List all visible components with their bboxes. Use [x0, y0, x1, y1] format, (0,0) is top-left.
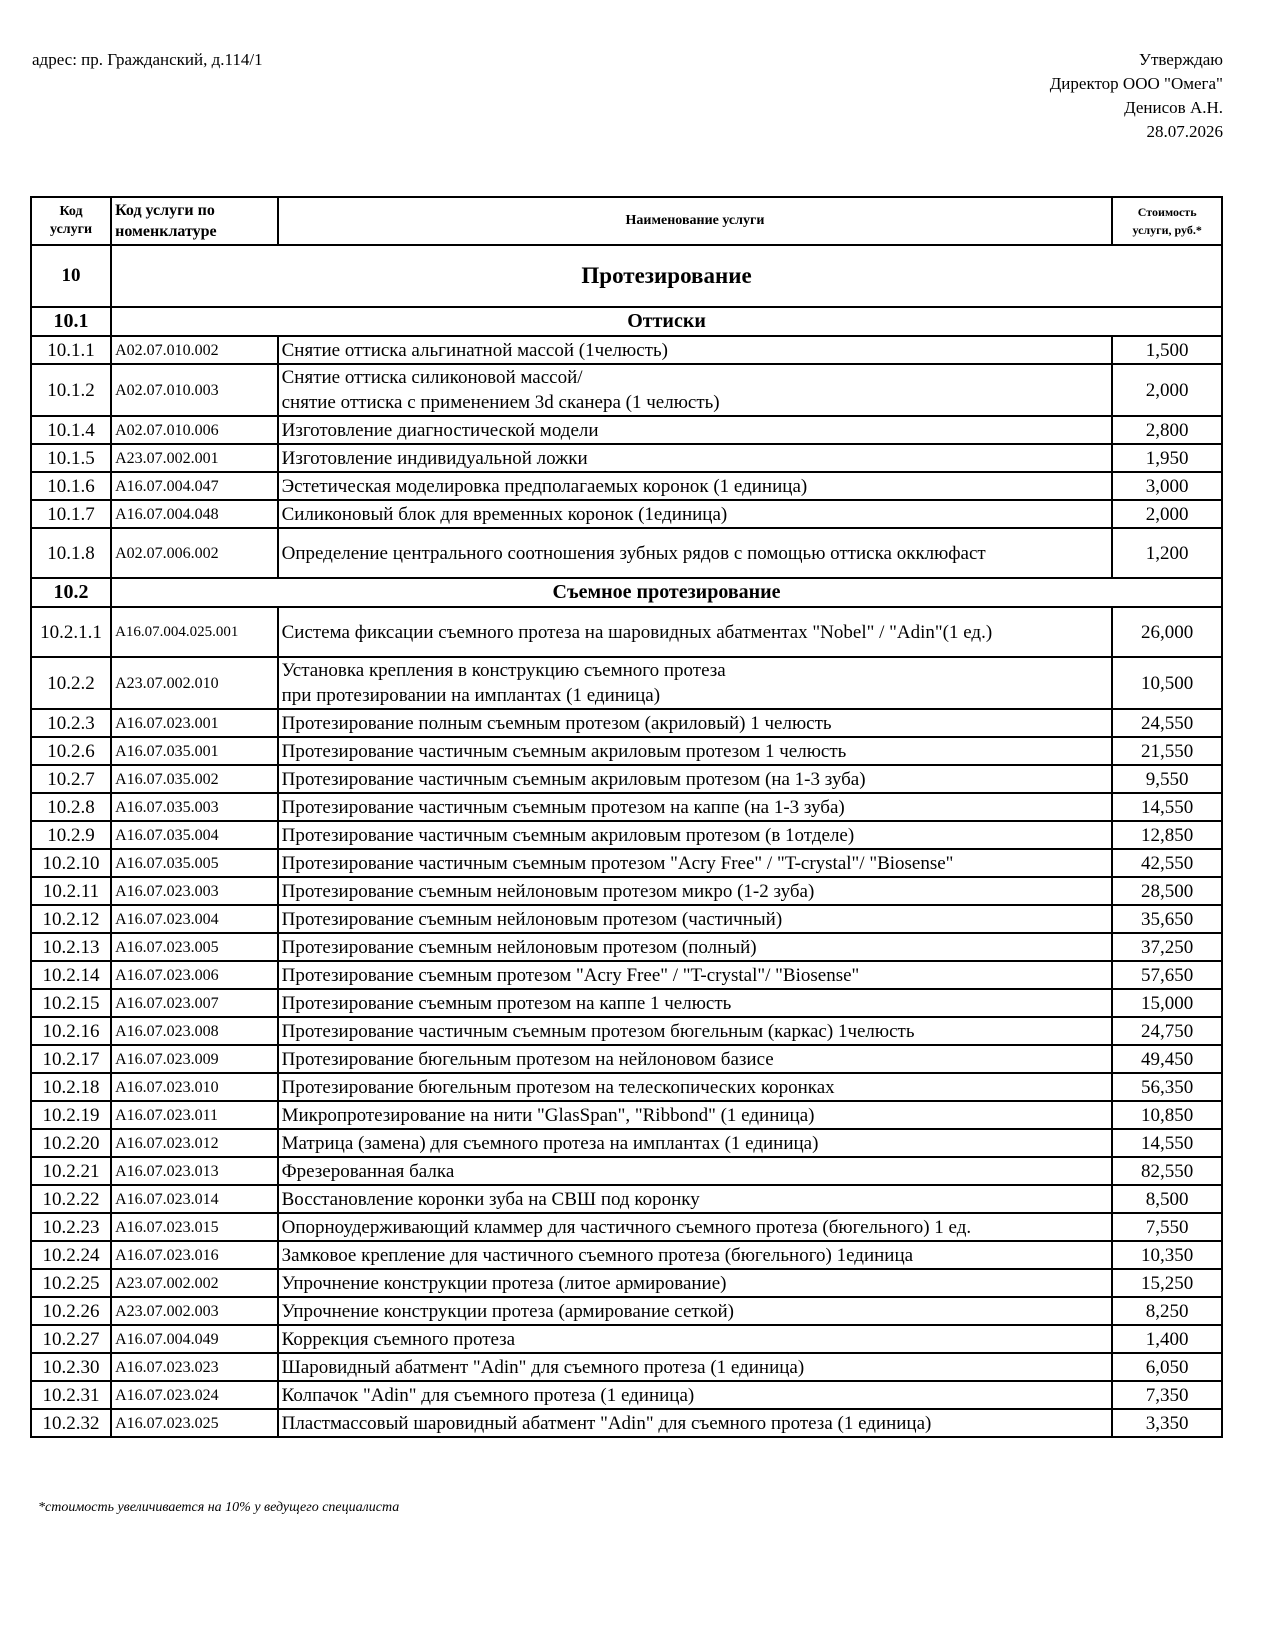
- service-name-cell: Снятие оттиска альгинатной массой (1челюсть): [278, 336, 1113, 364]
- table-row: [31, 1241, 1222, 1269]
- nomenclature-code-cell: A16.07.023.013: [111, 1157, 278, 1185]
- service-name-cell: Протезирование съемным протезом на каппе 1 челюсть: [278, 989, 1113, 1017]
- nomenclature-code-cell: A16.07.023.004: [111, 905, 278, 933]
- nomenclature-code-cell: A16.07.023.008: [111, 1017, 278, 1045]
- table-row: [31, 1157, 1222, 1185]
- table-row: [31, 737, 1222, 765]
- service-price-cell: 1,200: [1112, 528, 1222, 578]
- service-name-cell: Протезирование съемным протезом "Acry Free" / "T-crystal"/ "Biosense": [278, 961, 1113, 989]
- service-name-cell: Изготовление диагностической модели: [278, 416, 1113, 444]
- table-row: [31, 1073, 1222, 1101]
- table-row: [31, 336, 1222, 364]
- service-price-cell: 35,650: [1112, 905, 1222, 933]
- nomenclature-code-cell: A16.07.004.049: [111, 1325, 278, 1353]
- nomenclature-code-cell: A16.07.035.005: [111, 849, 278, 877]
- service-price-cell: 14,550: [1112, 1129, 1222, 1157]
- nomenclature-code-cell: A16.07.004.047: [111, 472, 278, 500]
- service-name-cell: Протезирование съемным нейлоновым протезом (частичный): [278, 905, 1113, 933]
- nomenclature-code-cell: A16.07.023.016: [111, 1241, 278, 1269]
- table-row: [31, 877, 1222, 905]
- service-name-cell: Протезирование частичным съемным акриловым протезом 1 челюсть: [278, 737, 1113, 765]
- service-code-cell: 10.2.3: [31, 709, 111, 737]
- header-nomenclature-code: Код услуги по номенклатуре: [111, 197, 278, 245]
- table-row: [31, 444, 1222, 472]
- service-price-cell: 28,500: [1112, 877, 1222, 905]
- subsection-code: 10.1: [31, 307, 111, 336]
- service-name-cell: Система фиксации съемного протеза на шаровидных абатментах "Nobel" / "Adin"(1 ед.): [278, 607, 1113, 657]
- table-row: [31, 528, 1222, 578]
- nomenclature-code-cell: A16.07.023.001: [111, 709, 278, 737]
- nomenclature-code-cell: A16.07.023.015: [111, 1213, 278, 1241]
- service-code-cell: 10.1.4: [31, 416, 111, 444]
- service-name-cell: Шаровидный абатмент "Adin" для съемного протеза (1 единица): [278, 1353, 1113, 1381]
- footnote: *стоимость увеличивается на 10% у ведущего специалиста: [38, 1500, 400, 1515]
- table-row: [31, 1297, 1222, 1325]
- service-code-cell: 10.2.21: [31, 1157, 111, 1185]
- table-row: [31, 500, 1222, 528]
- service-price-cell: 2,000: [1112, 500, 1222, 528]
- service-code-cell: 10.2.17: [31, 1045, 111, 1073]
- service-price-cell: 10,500: [1112, 657, 1222, 709]
- service-price-cell: 15,000: [1112, 989, 1222, 1017]
- table-row: [31, 1213, 1222, 1241]
- service-price-cell: 56,350: [1112, 1073, 1222, 1101]
- service-name-cell: Опорноудерживающий кламмер для частичного съемного протеза (бюгельного) 1 ед.: [278, 1213, 1113, 1241]
- service-price-cell: 24,550: [1112, 709, 1222, 737]
- service-name-cell: Протезирование частичным съемным протезом на каппе (на 1-3 зуба): [278, 793, 1113, 821]
- service-code-cell: 10.2.25: [31, 1269, 111, 1297]
- service-price-cell: 2,800: [1112, 416, 1222, 444]
- service-code-cell: 10.2.7: [31, 765, 111, 793]
- nomenclature-code-cell: A16.07.023.009: [111, 1045, 278, 1073]
- service-name-cell: Упрочнение конструкции протеза (армирование сеткой): [278, 1297, 1113, 1325]
- service-price-cell: 1,500: [1112, 336, 1222, 364]
- service-code-cell: 10.1.6: [31, 472, 111, 500]
- nomenclature-code-cell: A16.07.023.005: [111, 933, 278, 961]
- service-name-cell: Коррекция съемного протеза: [278, 1325, 1113, 1353]
- service-code-cell: 10.1.5: [31, 444, 111, 472]
- service-code-cell: 10.2.20: [31, 1129, 111, 1157]
- table-row: [31, 1101, 1222, 1129]
- nomenclature-code-cell: A16.07.023.010: [111, 1073, 278, 1101]
- nomenclature-code-cell: A16.07.023.024: [111, 1381, 278, 1409]
- service-price-cell: 15,250: [1112, 1269, 1222, 1297]
- service-code-cell: 10.1.7: [31, 500, 111, 528]
- table-row: [31, 989, 1222, 1017]
- service-price-cell: 21,550: [1112, 737, 1222, 765]
- service-name-cell: Изготовление индивидуальной ложки: [278, 444, 1113, 472]
- service-price-cell: 7,350: [1112, 1381, 1222, 1409]
- service-price-cell: 57,650: [1112, 961, 1222, 989]
- service-name-cell: Протезирование полным съемным протезом (акриловый) 1 челюсть: [278, 709, 1113, 737]
- nomenclature-code-cell: A16.07.023.006: [111, 961, 278, 989]
- table-row: [31, 1185, 1222, 1213]
- service-price-cell: 3,000: [1112, 472, 1222, 500]
- section-code: 10: [31, 245, 111, 307]
- table-row: [31, 1017, 1222, 1045]
- subsection-row: [31, 307, 1222, 336]
- service-name-cell: Протезирование частичным съемным акриловым протезом (на 1-3 зуба): [278, 765, 1113, 793]
- service-name-cell: Протезирование съемным нейлоновым протезом микро (1-2 зуба): [278, 877, 1113, 905]
- service-name-cell: Матрица (замена) для съемного протеза на имплантах (1 единица): [278, 1129, 1113, 1157]
- table-row: [31, 657, 1222, 709]
- service-name-cell: Установка крепления в конструкцию съемного протеза при протезировании на имплантах (1 единица): [278, 657, 1113, 709]
- service-price-cell: 8,250: [1112, 1297, 1222, 1325]
- nomenclature-code-cell: A16.07.035.001: [111, 737, 278, 765]
- service-code-cell: 10.2.23: [31, 1213, 111, 1241]
- clinic-address: адрес: пр. Гражданский, д.114/1: [32, 50, 263, 69]
- service-code-cell: 10.2.2: [31, 657, 111, 709]
- service-name-cell: Восстановление коронки зуба на СВШ под коронку: [278, 1185, 1113, 1213]
- header-service-name: Наименование услуги: [278, 197, 1113, 245]
- table-header-row: [31, 197, 1222, 245]
- service-code-cell: 10.2.18: [31, 1073, 111, 1101]
- service-name-cell: Фрезерованная балка: [278, 1157, 1113, 1185]
- nomenclature-code-cell: A16.07.023.011: [111, 1101, 278, 1129]
- service-price-cell: 26,000: [1112, 607, 1222, 657]
- service-code-cell: 10.2.13: [31, 933, 111, 961]
- nomenclature-code-cell: A16.07.023.014: [111, 1185, 278, 1213]
- nomenclature-code-cell: A16.07.035.003: [111, 793, 278, 821]
- section-title: Протезирование: [111, 245, 1222, 307]
- nomenclature-code-cell: A16.07.035.002: [111, 765, 278, 793]
- service-name-cell: Определение центрального соотношения зубных рядов с помощью оттиска окклюфаст: [278, 528, 1113, 578]
- table-row: [31, 765, 1222, 793]
- service-name-cell: Пластмассовый шаровидный абатмент "Adin" для съемного протеза (1 единица): [278, 1409, 1113, 1437]
- service-price-cell: 8,500: [1112, 1185, 1222, 1213]
- service-price-cell: 49,450: [1112, 1045, 1222, 1073]
- service-code-cell: 10.2.16: [31, 1017, 111, 1045]
- nomenclature-code-cell: A23.07.002.002: [111, 1269, 278, 1297]
- service-code-cell: 10.2.9: [31, 821, 111, 849]
- service-code-cell: 10.2.11: [31, 877, 111, 905]
- service-name-cell: Микропротезирование на нити "GlasSpan", "Ribbond" (1 единица): [278, 1101, 1113, 1129]
- service-code-cell: 10.2.8: [31, 793, 111, 821]
- service-code-cell: 10.2.12: [31, 905, 111, 933]
- service-price-cell: 12,850: [1112, 821, 1222, 849]
- service-code-cell: 10.2.14: [31, 961, 111, 989]
- approval-signatory: Денисов А.Н.: [1124, 98, 1223, 117]
- nomenclature-code-cell: A16.07.004.025.001: [111, 607, 278, 657]
- service-name-cell: Протезирование частичным съемным протезом "Acry Free" / "T-crystal"/ "Biosense": [278, 849, 1113, 877]
- table-row: [31, 1129, 1222, 1157]
- table-row: [31, 1353, 1222, 1381]
- nomenclature-code-cell: A16.07.023.003: [111, 877, 278, 905]
- service-price-cell: 1,400: [1112, 1325, 1222, 1353]
- nomenclature-code-cell: A23.07.002.003: [111, 1297, 278, 1325]
- service-code-cell: 10.2.1.1: [31, 607, 111, 657]
- service-code-cell: 10.2.24: [31, 1241, 111, 1269]
- table-row: [31, 709, 1222, 737]
- service-code-cell: 10.2.15: [31, 989, 111, 1017]
- table-row: [31, 849, 1222, 877]
- nomenclature-code-cell: A02.07.010.003: [111, 364, 278, 416]
- service-name-cell: Замковое крепление для частичного съемного протеза (бюгельного) 1единица: [278, 1241, 1113, 1269]
- approval-date: 28.07.2026: [1146, 122, 1223, 141]
- service-code-cell: 10.1.1: [31, 336, 111, 364]
- service-code-cell: 10.2.22: [31, 1185, 111, 1213]
- service-price-cell: 37,250: [1112, 933, 1222, 961]
- table-row: [31, 821, 1222, 849]
- table-row: [31, 472, 1222, 500]
- table-row: [31, 1045, 1222, 1073]
- service-name-cell: Протезирование частичным съемным протезом бюгельным (каркас) 1челюсть: [278, 1017, 1113, 1045]
- table-row: [31, 416, 1222, 444]
- service-name-cell: Упрочнение конструкции протеза (литое армирование): [278, 1269, 1113, 1297]
- table-row: [31, 607, 1222, 657]
- service-price-cell: 82,550: [1112, 1157, 1222, 1185]
- nomenclature-code-cell: A16.07.023.023: [111, 1353, 278, 1381]
- table-row: [31, 933, 1222, 961]
- price-table: [30, 196, 1223, 1438]
- nomenclature-code-cell: A02.07.006.002: [111, 528, 278, 578]
- service-price-cell: 24,750: [1112, 1017, 1222, 1045]
- service-code-cell: 10.2.19: [31, 1101, 111, 1129]
- nomenclature-code-cell: A16.07.035.004: [111, 821, 278, 849]
- approval-position: Директор ООО "Омега": [1049, 74, 1223, 93]
- subsection-title: Оттиски: [111, 307, 1222, 336]
- nomenclature-code-cell: A16.07.023.007: [111, 989, 278, 1017]
- service-code-cell: 10.2.10: [31, 849, 111, 877]
- service-code-cell: 10.2.27: [31, 1325, 111, 1353]
- service-price-cell: 14,550: [1112, 793, 1222, 821]
- nomenclature-code-cell: A16.07.023.012: [111, 1129, 278, 1157]
- nomenclature-code-cell: A16.07.004.048: [111, 500, 278, 528]
- service-code-cell: 10.2.31: [31, 1381, 111, 1409]
- section-row: [31, 245, 1222, 307]
- header-service-code: Код услуги: [31, 197, 111, 245]
- service-price-cell: 10,850: [1112, 1101, 1222, 1129]
- table-row: [31, 961, 1222, 989]
- service-price-cell: 42,550: [1112, 849, 1222, 877]
- approval-block: [1050, 48, 1223, 144]
- approval-title: Утверждаю: [1138, 50, 1223, 69]
- service-code-cell: 10.2.32: [31, 1409, 111, 1437]
- service-name-cell: Снятие оттиска силиконовой массой/ снятие оттиска с применением 3d сканера (1 челюсть): [278, 364, 1113, 416]
- service-name-cell: Протезирование бюгельным протезом на нейлоновом базисе: [278, 1045, 1113, 1073]
- service-price-cell: 7,550: [1112, 1213, 1222, 1241]
- service-price-cell: 1,950: [1112, 444, 1222, 472]
- nomenclature-code-cell: A02.07.010.006: [111, 416, 278, 444]
- service-code-cell: 10.2.26: [31, 1297, 111, 1325]
- service-price-cell: 6,050: [1112, 1353, 1222, 1381]
- subsection-title: Съемное протезирование: [111, 578, 1222, 607]
- service-price-cell: 9,550: [1112, 765, 1222, 793]
- service-code-cell: 10.2.30: [31, 1353, 111, 1381]
- table-row: [31, 1381, 1222, 1409]
- table-row: [31, 1269, 1222, 1297]
- table-row: [31, 364, 1222, 416]
- service-name-cell: Силиконовый блок для временных коронок (1единица): [278, 500, 1113, 528]
- service-name-cell: Протезирование бюгельным протезом на телескопических коронках: [278, 1073, 1113, 1101]
- nomenclature-code-cell: A16.07.023.025: [111, 1409, 278, 1437]
- subsection-code: 10.2: [31, 578, 111, 607]
- service-code-cell: 10.1.2: [31, 364, 111, 416]
- table-row: [31, 1325, 1222, 1353]
- service-name-cell: Колпачок "Adin" для съемного протеза (1 единица): [278, 1381, 1113, 1409]
- service-name-cell: Протезирование частичным съемным акриловым протезом (в 1отделе): [278, 821, 1113, 849]
- table-row: [31, 905, 1222, 933]
- service-name-cell: Эстетическая моделировка предполагаемых коронок (1 единица): [278, 472, 1113, 500]
- service-price-cell: 2,000: [1112, 364, 1222, 416]
- service-price-cell: 3,350: [1112, 1409, 1222, 1437]
- nomenclature-code-cell: A23.07.002.010: [111, 657, 278, 709]
- table-row: [31, 1409, 1222, 1437]
- table-row: [31, 793, 1222, 821]
- service-price-cell: 10,350: [1112, 1241, 1222, 1269]
- service-code-cell: 10.1.8: [31, 528, 111, 578]
- service-code-cell: 10.2.6: [31, 737, 111, 765]
- header-service-price: Стоимость услуги, руб.*: [1112, 197, 1222, 245]
- nomenclature-code-cell: A23.07.002.001: [111, 444, 278, 472]
- service-name-cell: Протезирование съемным нейлоновым протезом (полный): [278, 933, 1113, 961]
- subsection-row: [31, 578, 1222, 607]
- nomenclature-code-cell: A02.07.010.002: [111, 336, 278, 364]
